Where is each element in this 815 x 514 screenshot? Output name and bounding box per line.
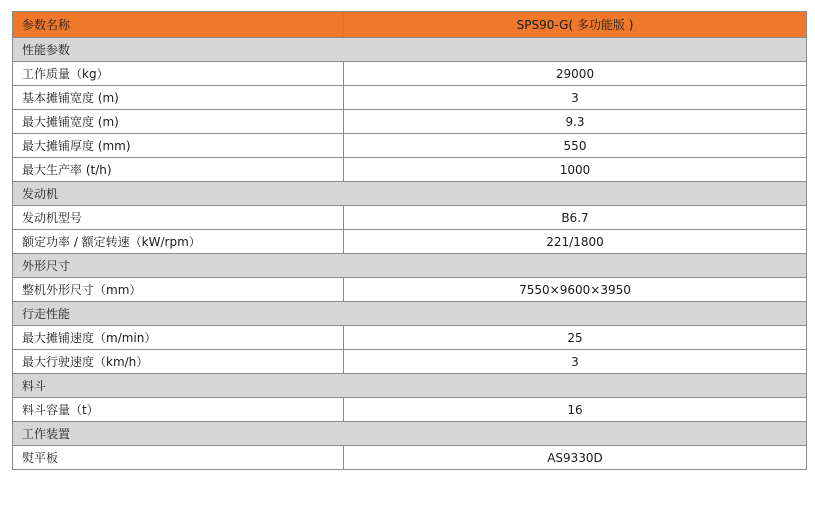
table-row	[13, 62, 807, 86]
param-value: 221/1800	[344, 230, 807, 254]
param-name: 最大摊铺宽度 (m)	[13, 110, 344, 134]
table-row	[13, 110, 807, 134]
section-title: 性能参数	[13, 38, 807, 62]
param-value: 16	[344, 398, 807, 422]
section-row	[13, 182, 807, 206]
table-row	[13, 326, 807, 350]
param-name: 最大摊铺厚度 (mm)	[13, 134, 344, 158]
table-header-row	[13, 12, 807, 38]
param-name: 最大生产率 (t/h)	[13, 158, 344, 182]
param-value: 3	[344, 86, 807, 110]
table-row	[13, 134, 807, 158]
section-row	[13, 302, 807, 326]
param-name: 工作质量（kg）	[13, 62, 344, 86]
spec-table	[12, 11, 807, 470]
header-model: SPS90-G( 多功能版 )	[344, 12, 807, 38]
section-row	[13, 38, 807, 62]
param-name: 基本摊铺宽度 (m)	[13, 86, 344, 110]
section-title: 外形尺寸	[13, 254, 807, 278]
table-row	[13, 86, 807, 110]
table-row	[13, 398, 807, 422]
param-name: 最大行驶速度（km/h）	[13, 350, 344, 374]
param-value: AS9330D	[344, 446, 807, 470]
param-value: 550	[344, 134, 807, 158]
param-value: 29000	[344, 62, 807, 86]
param-name: 额定功率 / 额定转速（kW/rpm）	[13, 230, 344, 254]
section-title: 料斗	[13, 374, 807, 398]
table-row	[13, 446, 807, 470]
section-title: 发动机	[13, 182, 807, 206]
param-value: 7550×9600×3950	[344, 278, 807, 302]
param-name: 发动机型号	[13, 206, 344, 230]
table-row	[13, 206, 807, 230]
section-title: 行走性能	[13, 302, 807, 326]
table-row	[13, 350, 807, 374]
section-row	[13, 254, 807, 278]
section-row	[13, 374, 807, 398]
table-row	[13, 158, 807, 182]
table-row	[13, 278, 807, 302]
param-name: 整机外形尺寸（mm）	[13, 278, 344, 302]
param-name: 熨平板	[13, 446, 344, 470]
param-value: 9.3	[344, 110, 807, 134]
param-name: 最大摊铺速度（m/min）	[13, 326, 344, 350]
param-name: 料斗容量（t）	[13, 398, 344, 422]
header-param-name: 参数名称	[13, 12, 344, 38]
section-title: 工作装置	[13, 422, 807, 446]
param-value: 25	[344, 326, 807, 350]
table-body	[13, 38, 807, 470]
section-row	[13, 422, 807, 446]
table-row	[13, 230, 807, 254]
param-value: 1000	[344, 158, 807, 182]
param-value: B6.7	[344, 206, 807, 230]
param-value: 3	[344, 350, 807, 374]
